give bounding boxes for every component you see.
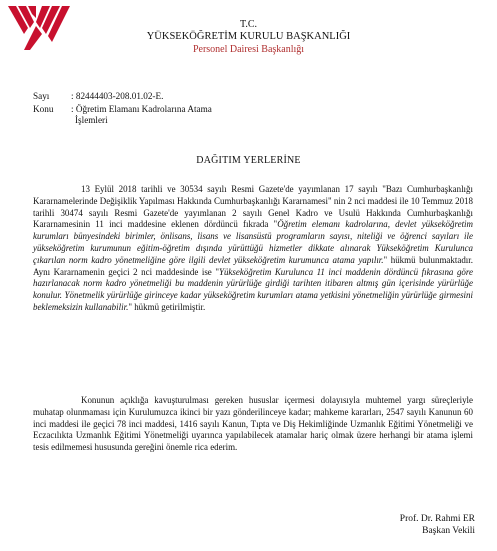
sayi-label: Sayı bbox=[33, 91, 50, 101]
konu-label: Konu bbox=[33, 104, 54, 114]
sayi-row bbox=[33, 91, 163, 102]
p1-text-b: " hükmü bulunmaktadır. Aynı Kararnamenin geçici 2 nci maddesinde ise " bbox=[33, 254, 473, 277]
header-tc: T.C. bbox=[239, 19, 258, 30]
p1-quote-1: Öğretim elemanı kadrolarına, devlet yükseköğretim kurumları bünyesindeki birimler, önlisans, lisans ve lisansüstü programların sayısı, niteliği ve öğrenci sayıları ile yükseköğretim kurumunun eğitim-öğretim dışında yürüttüğü hizmetler dikkate alınarak Yükseköğretim Kurulunca çıkarılan norm kadro yönetmeliğine göre ilgili devlet yükseköğretim kurumunca atama yapılır. bbox=[33, 219, 473, 265]
distribution-title: DAĞITIM YERLERİNE bbox=[196, 155, 301, 166]
p2-text: Konunun açıklığa kavuşturulması gereken hususlar içermesi dolayısıyla muhtemel yargı süreçleriyle muhatap olunmaması için Kurulumuzca ikinci bir yazı gönderilinceye kadar; mahkeme kararları, 2547 sayılı Kanunun 60 inci maddesi ile geçici 78 inci maddesi, 1416 sayılı Kanun, Tıpta ve Diş Hekimliğinde Uzmanlık Eğitimi Yönetmeliği ve Eczacılıkta Uzmanlık Eğitimi Yönetmeliği uyarınca yapılabilecek atamalar hariç olmak üzere herhangi bir atama işlemi tesis edilmemesi hususunda gereğini önemle rica ederim. bbox=[33, 395, 473, 453]
p1-quote-2: Yükseköğretim Kurulunca 11 inci maddenin dördüncü fıkrasına göre hazırlanacak norm kadro yönetmeliği bu maddenin yürürlüğe girdiği tarihten itibaren altmış gün içerisinde yürürlüğe konulur. Yönetmelik yürürlüğe girinceye kadar yükseköğretim kurumları atama yetkisini yönetmeliğin yürürlüğe girmesini beklemeksizin kullanabilir. bbox=[33, 266, 473, 312]
p1-text-c: " hükmü getirilmiştir. bbox=[128, 301, 206, 312]
header-organization: YÜKSEKÖĞRETİM KURULU BAŞKANLIĞI bbox=[146, 31, 351, 42]
body-paragraph-1 bbox=[33, 184, 473, 314]
signature-title: Başkan Vekili bbox=[422, 526, 475, 536]
konu-value-line2: İşlemleri bbox=[75, 115, 108, 125]
p1-text-a: 13 Eylül 2018 tarihli ve 30534 sayılı Resmi Gazete'de yayımlanan 17 sayılı "Bazı Cumhurbaşkanlığı Kararnamelerinde Değişiklik Yapılması Hakkında Cumhurbaşkanlığı Kararnamesi" nin 2 nci maddesi ile 10 Temmuz 2018 tarihli 30474 sayılı Resmi Gazete'de yayımlanan 2 sayılı Genel Kadro ve Usulü Hakkında Cumhurbaşkanlığı Kararnamesinin 11 inci maddesine eklenen dördüncü fıkrada " bbox=[33, 184, 473, 230]
body-paragraph-2 bbox=[33, 395, 473, 454]
signature-block bbox=[400, 513, 475, 537]
header-department: Personel Dairesi Başkanlığı bbox=[192, 44, 305, 55]
signature-name: Prof. Dr. Rahmi ER bbox=[399, 514, 475, 524]
konu-row bbox=[33, 104, 212, 126]
konu-value bbox=[71, 104, 212, 126]
konu-value-line1: : Öğretim Elamanı Kadrolarına Atama bbox=[71, 104, 212, 114]
sayi-value: : 82444403-208.01.02-E. bbox=[71, 91, 164, 101]
